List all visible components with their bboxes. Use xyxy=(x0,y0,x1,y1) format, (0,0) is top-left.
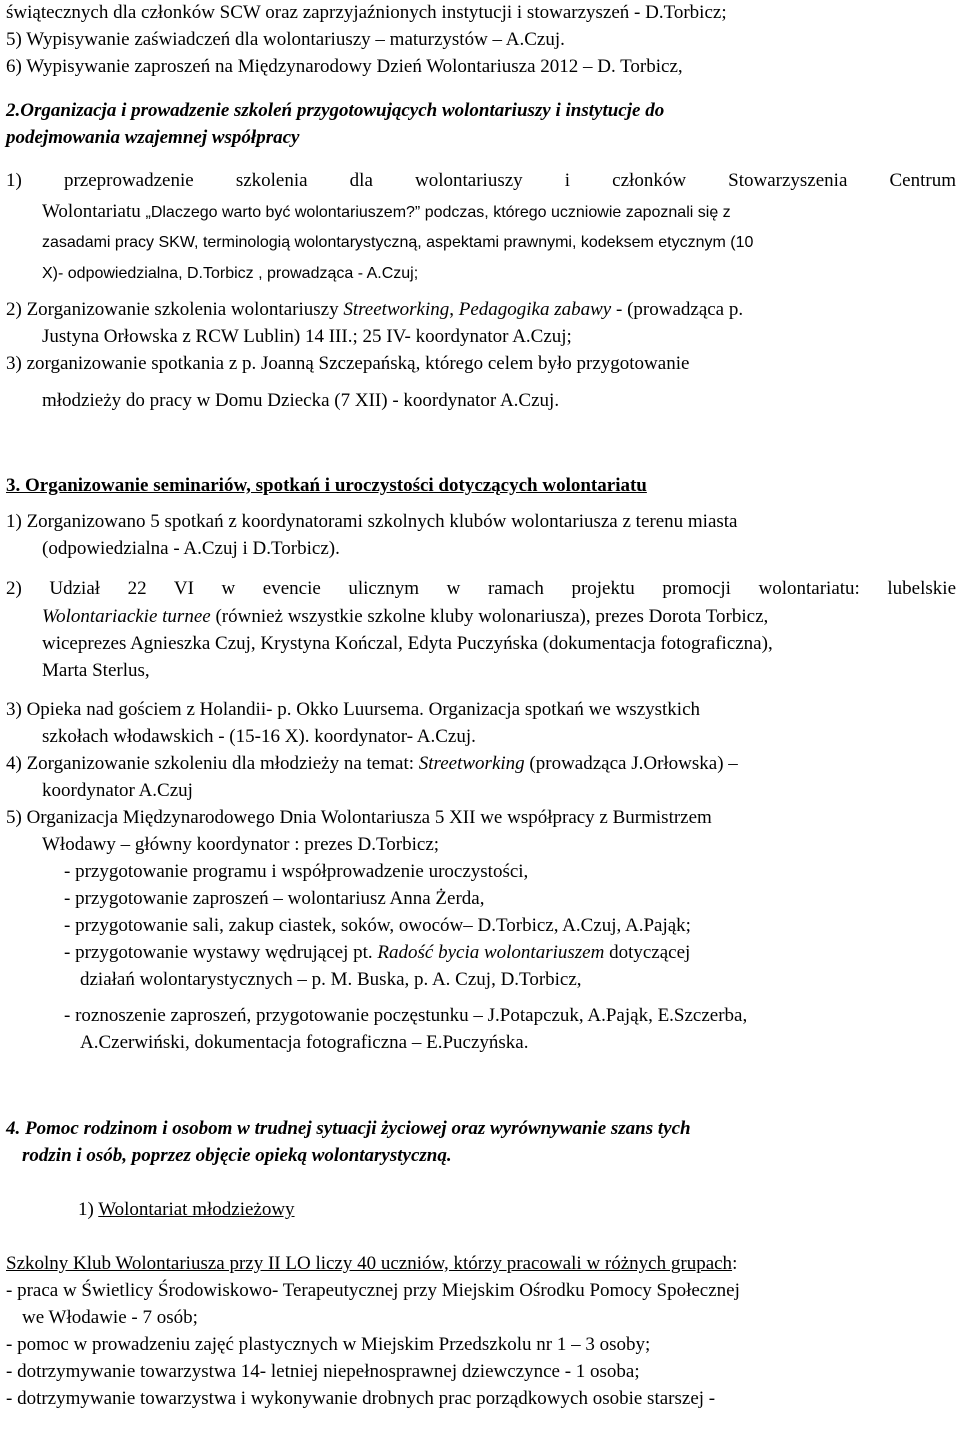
list-item: - przygotowanie zaproszeń – wolontariusz Anna Żerda, xyxy=(64,888,485,909)
text-line: 3) zorganizowanie spotkania z p. Joanną Szczepańską, którego celem było przygotowanie xyxy=(6,353,690,374)
list-item: - praca w Świetlicy Środowiskowo- Terapeutycznej przy Miejskim Ośrodku Pomocy Społecznej xyxy=(6,1280,740,1301)
list-item-cont: działań wolontarystycznych – p. M. Buska, p. A. Czuj, D.Torbicz, xyxy=(80,969,582,990)
text-line: wiceprezes Agnieszka Czuj, Krystyna Kończal, Edyta Puczyńska (dokumentacja fotograficzna), xyxy=(42,633,773,654)
text-line: młodzieży do pracy w Domu Dziecka (7 XII) - koordynator A.Czuj. xyxy=(42,390,560,411)
text-line: zasadami pracy SKW, terminologią wolontarystyczną, aspektami prawnymi, kodeksem etycznym (10 xyxy=(42,234,754,251)
list-item: - przygotowanie wystawy wędrującej pt. Radość bycia wolontariuszem dotyczącej xyxy=(64,942,691,963)
text-line: szkołach włodawskich - (15-16 X). koordynator- A.Czuj. xyxy=(42,726,476,747)
list-item-cont: we Włodawie - 7 osób; xyxy=(22,1307,198,1328)
subsection-title: 1) Wolontariat młodzieżowy xyxy=(78,1199,295,1220)
text-line: 1) Zorganizowano 5 spotkań z koordynatorami szkolnych klubów wolontariusza z terenu miasta xyxy=(6,511,738,532)
list-item: - dotrzymywanie towarzystwa i wykonywanie drobnych prac porządkowych osobie starszej - xyxy=(6,1388,716,1409)
text-line: świątecznych dla członków SCW oraz zaprzyjaźnionych instytucji i stowarzyszeń - D.Torbicz; xyxy=(6,2,727,23)
text-line: 2) Udział 22 VI w evencie ulicznym w ramach projektu promocji wolontariatu: lubelskie xyxy=(6,578,956,599)
list-item-cont: A.Czerwiński, dokumentacja fotograficzna – E.Puczyńska. xyxy=(80,1032,529,1053)
section-2-heading-cont: podejmowania wzajemnej współpracy xyxy=(6,127,300,148)
text-line: Wolontariackie turnee (również wszystkie szkolne kluby wolonariusza), prezes Dorota Torbicz, xyxy=(42,606,769,627)
text-line: 4) Zorganizowanie szkoleniu dla młodzieży na temat: Streetworking (prowadząca J.Orłowska) – xyxy=(6,753,738,774)
text-line: 6) Wypisywanie zaproszeń na Międzynarodowy Dzień Wolontariusza 2012 – D. Torbicz, xyxy=(6,56,683,77)
section-2-heading: 2.Organizacja i prowadzenie szkoleń przygotowujących wolontariuszy i instytucje do xyxy=(6,100,665,121)
text-line: koordynator A.Czuj xyxy=(42,780,193,801)
text-line: 1) przeprowadzenie szkolenia dla wolontariuszy i członków Stowarzyszenia Centrum xyxy=(6,170,956,191)
list-item: - przygotowanie programu i współprowadzenie uroczystości, xyxy=(64,861,529,882)
text-line: Szkolny Klub Wolontariusza przy II LO liczy 40 uczniów, którzy pracowali w różnych grupach: xyxy=(6,1253,738,1274)
text-line: Włodawy – główny koordynator : prezes D.Torbicz; xyxy=(42,834,440,855)
text-line: 2) Zorganizowanie szkolenia wolontariuszy Streetworking, Pedagogika zabawy - (prowadząca p. xyxy=(6,299,744,320)
section-3-heading: 3. Organizowanie seminariów, spotkań i uroczystości dotyczących wolontariatu xyxy=(6,475,647,496)
text-line: X)- odpowiedzialna, D.Torbicz , prowadząca - A.Czuj; xyxy=(42,265,419,282)
text-line: 5) Organizacja Międzynarodowego Dnia Wolontariusza 5 XII we współpracy z Burmistrzem xyxy=(6,807,712,828)
list-item: - dotrzymywanie towarzystwa 14- letniej niepełnosprawnej dziewczynce - 1 osoba; xyxy=(6,1361,640,1382)
list-item: - roznoszenie zaproszeń, przygotowanie poczęstunku – J.Potapczuk, A.Pająk, E.Szczerba, xyxy=(64,1005,748,1026)
text-line: Marta Sterlus, xyxy=(42,660,150,681)
text-line: 5) Wypisywanie zaświadczeń dla wolontariuszy – maturzystów – A.Czuj. xyxy=(6,29,565,50)
text-line: 3) Opieka nad gościem z Holandii- p. Okko Luursema. Organizacja spotkań we wszystkich xyxy=(6,699,701,720)
text-line: Wolontariatu „Dlaczego warto być wolontariuszem?” podczas, którego uczniowie zapoznali się z xyxy=(42,201,731,222)
section-4-heading-cont: rodzin i osób, poprzez objęcie opieką wolontarystyczną. xyxy=(22,1145,452,1166)
text-line: (odpowiedzialna - A.Czuj i D.Torbicz). xyxy=(42,538,340,559)
list-item: - przygotowanie sali, zakup ciastek, soków, owoców– D.Torbicz, A.Czuj, A.Pająk; xyxy=(64,915,691,936)
list-item: - pomoc w prowadzeniu zajęć plastycznych w Miejskim Przedszkolu nr 1 – 3 osoby; xyxy=(6,1334,651,1355)
section-4-heading: 4. Pomoc rodzinom i osobom w trudnej sytuacji życiowej oraz wyrównywanie szans tych xyxy=(6,1118,691,1139)
text-line: Justyna Orłowska z RCW Lublin) 14 III.; 25 IV- koordynator A.Czuj; xyxy=(42,326,572,347)
